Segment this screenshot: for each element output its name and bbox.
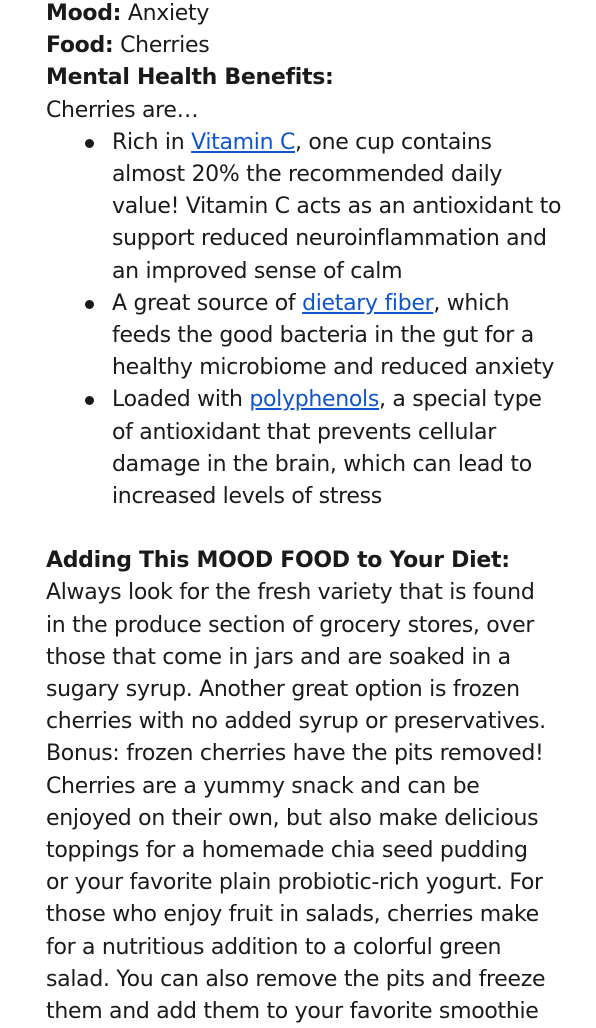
bullet-icon xyxy=(85,396,94,405)
bullet-text-after: , which feeds the good bacteria in the gut for a healthy microbiome and reduced anxiety xyxy=(112,290,555,381)
intro-text: Cherries are… xyxy=(46,97,199,123)
bullet-icon xyxy=(85,300,94,309)
dietary-fiber-link[interactable]: dietary fiber xyxy=(302,290,434,316)
food-line xyxy=(46,30,586,62)
list-item xyxy=(46,288,586,385)
polyphenols-link[interactable]: polyphenols xyxy=(249,387,380,413)
bullet-text-after: , one cup contains almost 20% the recommended daily value! Vitamin C acts as an antioxidant to support reduced neuroinflammation and an improved sense of calm xyxy=(112,129,562,284)
section-spacer xyxy=(46,513,586,545)
vitamin-c-link[interactable]: Vitamin C xyxy=(191,129,296,155)
list-item xyxy=(46,127,586,288)
diet-heading: Adding This MOOD FOOD to Your Diet: xyxy=(46,548,510,574)
mood-label: Mood: xyxy=(46,1,122,26)
diet-paragraph: Always look for the fresh variety that is found in the produce section of grocery stores, over those that come in jars and are soaked in a sugary syrup. Another great option is frozen cherries with no added syrup or preservatives. Bonus: frozen cherries have the pits removed! Cherries are a yummy snack and can be enjoyed on their own, but also make delicious toppings for a homemade chia seed pudding or your favorite plain probiotic-rich yogurt. For those who enjoy fruit in salads, cherries make for a nutritious addition to a colorful green salad. You can also remove the pits and freeze them and add them to your favorite smoothie xyxy=(46,580,546,1025)
document-body xyxy=(46,0,586,1028)
mood-line xyxy=(46,0,586,30)
bullet-icon xyxy=(85,139,94,148)
bullet-text-before: A great source of xyxy=(112,290,303,316)
food-label: Food: xyxy=(46,33,114,59)
mood-value: Anxiety xyxy=(121,1,210,26)
list-item xyxy=(46,384,586,513)
bullet-text-after: , a special type of antioxidant that prevents cellular damage in the brain, which can lead to increased levels of stress xyxy=(112,387,542,510)
benefits-list xyxy=(46,127,586,513)
bullet-text-before: Loaded with xyxy=(112,387,250,413)
bullet-text-before: Rich in xyxy=(112,129,192,155)
benefits-heading: Mental Health Benefits: xyxy=(46,65,334,91)
food-value: Cherries xyxy=(113,33,210,59)
